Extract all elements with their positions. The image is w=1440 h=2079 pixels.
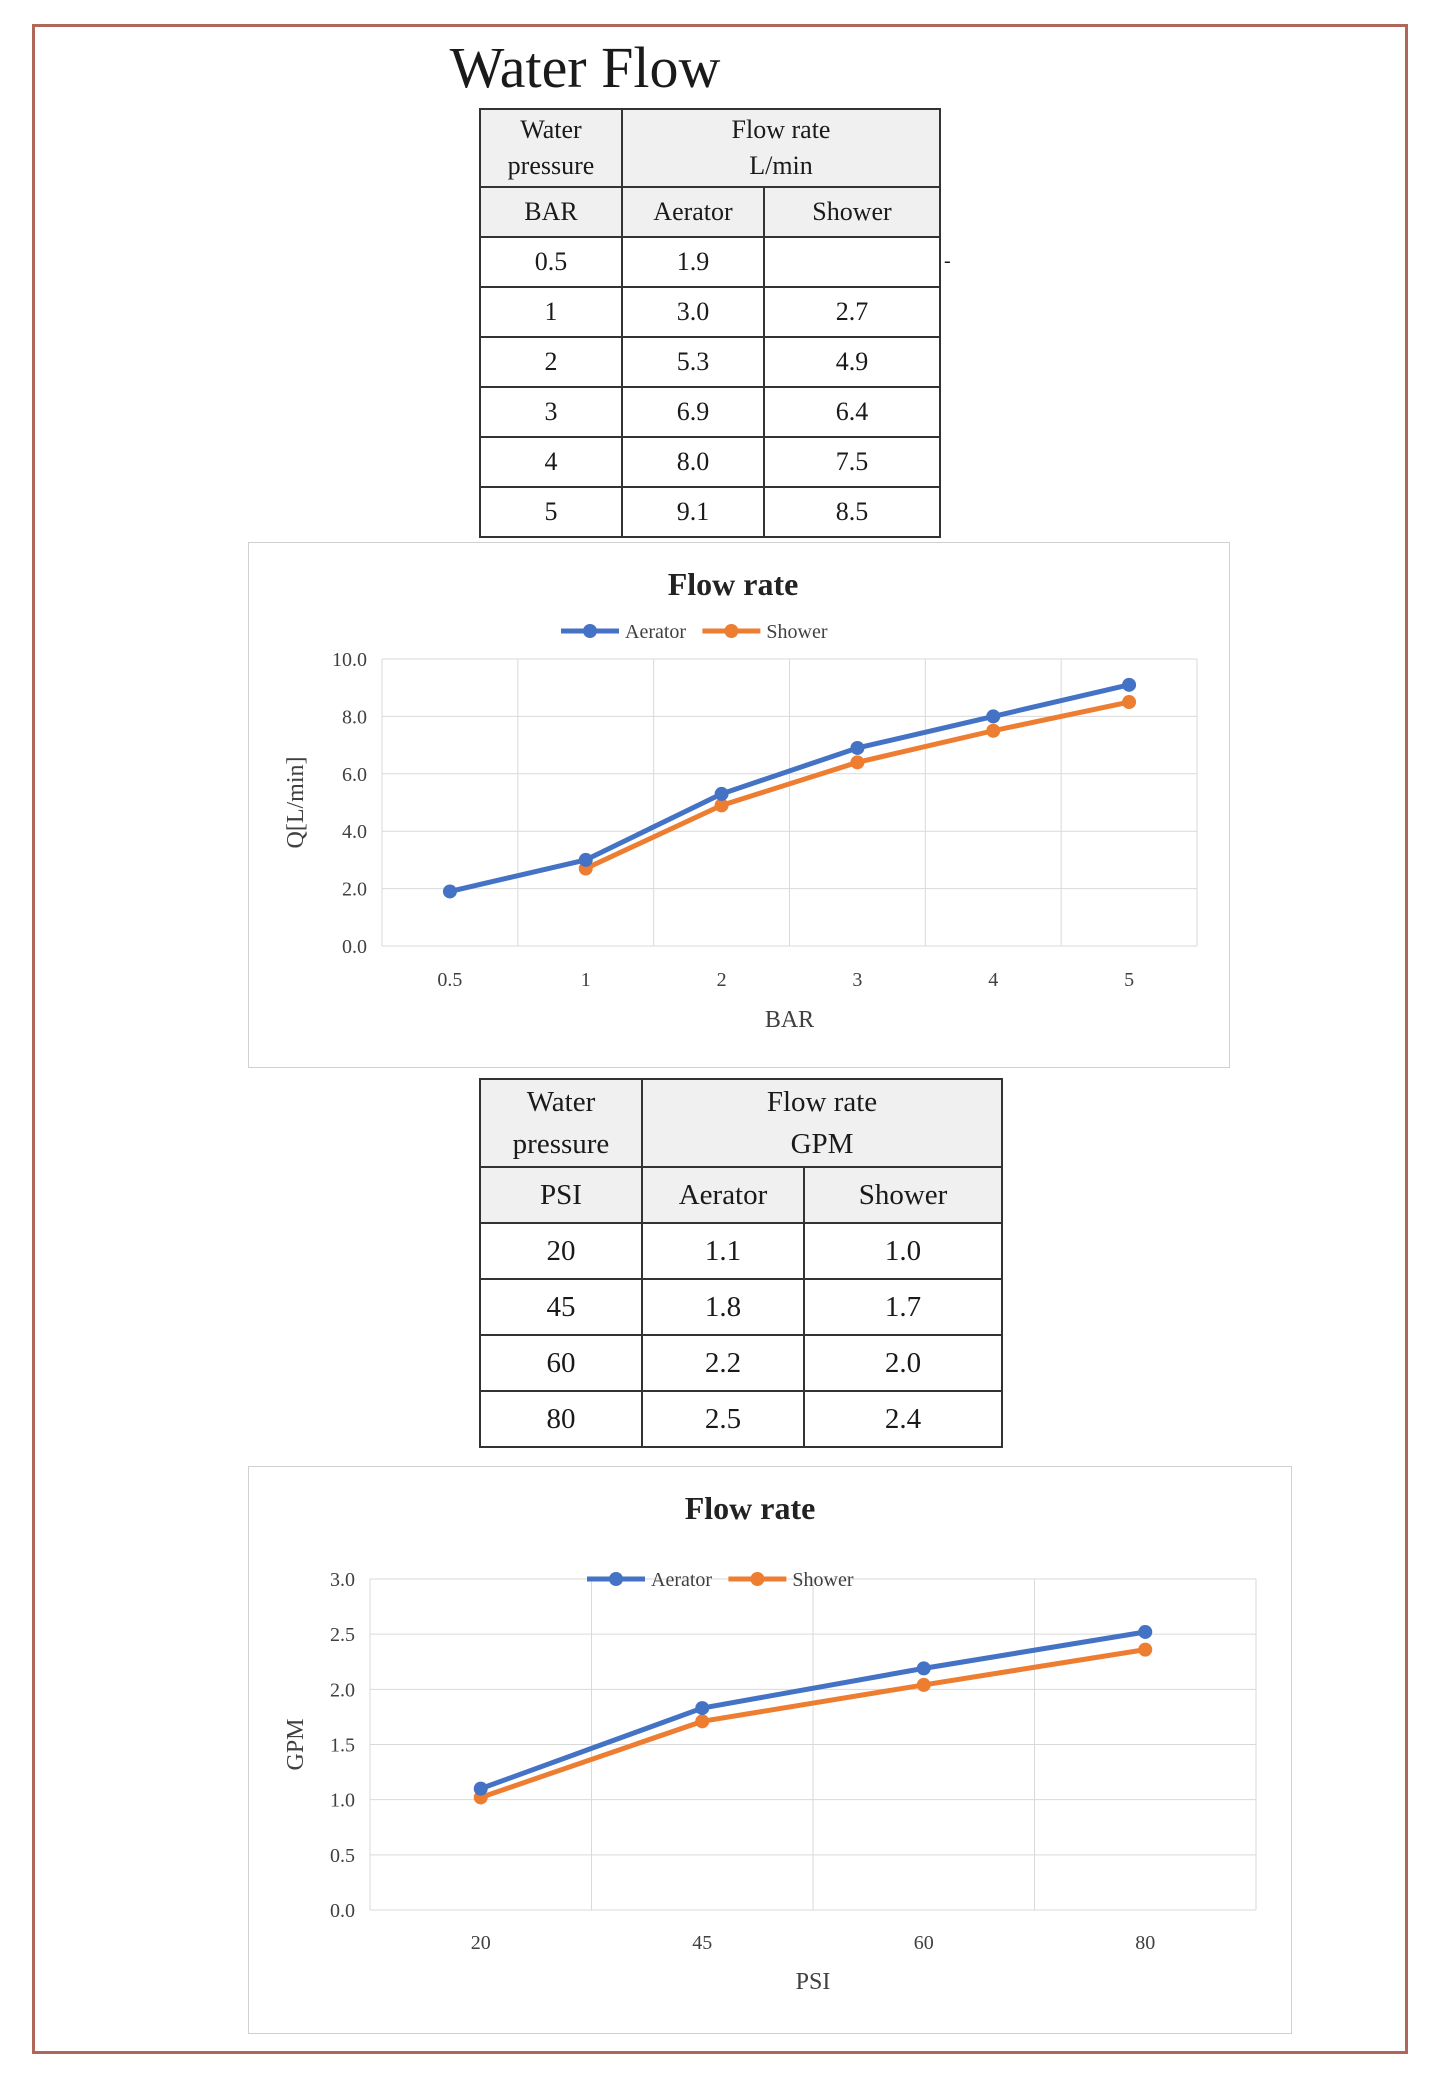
cell-bar: 5 (480, 487, 622, 537)
legend-label-aerator: Aerator (625, 621, 687, 643)
cell-shower: 8.5 (764, 487, 940, 537)
y-tick-label: 2.0 (330, 1679, 355, 1702)
cell-shower: 1.0 (804, 1223, 1002, 1279)
x-tick-label: 3 (852, 969, 863, 991)
series-line-shower (586, 702, 1129, 868)
cell-bar: 1 (480, 287, 622, 337)
cell-shower: 2.7 (764, 287, 940, 337)
table-row (480, 237, 940, 287)
page-title: Water Flow (449, 35, 721, 100)
bar-flow-table (479, 108, 941, 538)
data-point-aerator (695, 1701, 709, 1715)
chart-title: Flow rate (667, 566, 799, 602)
cell-bar: 4 (480, 437, 622, 487)
header-flow-label: Flow rate (731, 115, 831, 144)
cell-bar: 0.5 (480, 237, 622, 287)
chart-psi-svg (249, 1467, 1291, 2033)
data-point-aerator (986, 709, 1000, 723)
x-tick-label: 80 (1135, 1932, 1156, 1954)
header-flow-unit: L/min (749, 151, 813, 180)
cell-shower: 2.0 (804, 1335, 1002, 1391)
cell-aerator: 6.9 (622, 387, 764, 437)
cell-aerator: 8.0 (622, 437, 764, 487)
table-row (480, 1223, 1002, 1279)
table-row (480, 1335, 1002, 1391)
chart-psi-flow-rate (248, 1466, 1292, 2034)
cell-psi: 20 (480, 1223, 642, 1279)
x-tick-label: 0.5 (437, 969, 463, 991)
y-tick-label: 0.0 (342, 936, 367, 958)
header-flow-rate (622, 109, 940, 187)
cell-aerator: 1.9 (622, 237, 764, 287)
y-tick-label: 10.0 (332, 649, 367, 671)
cell-shower: 7.5 (764, 437, 940, 487)
data-point-shower (1122, 695, 1136, 709)
y-axis-label: Q[L/min] (283, 756, 309, 849)
legend-label-aerator: Aerator (651, 1569, 713, 1591)
psi-flow-table (479, 1078, 1003, 1448)
legend-label-shower: Shower (792, 1569, 854, 1591)
data-point-aerator (1122, 678, 1136, 692)
x-tick-label: 2 (716, 969, 727, 991)
table-row (480, 337, 940, 387)
y-tick-label: 6.0 (342, 763, 367, 786)
y-tick-label: 2.5 (330, 1624, 355, 1647)
data-point-aerator (715, 787, 729, 801)
cell-shower: 6.4 (764, 387, 940, 437)
cell-aerator: 9.1 (622, 487, 764, 537)
cell-psi: 80 (480, 1391, 642, 1447)
data-point-shower (986, 724, 1000, 738)
table-row (480, 487, 940, 537)
table-row (480, 387, 940, 437)
data-point-shower (1138, 1643, 1152, 1657)
y-tick-label: 2.0 (342, 878, 367, 901)
cell-aerator: 3.0 (622, 287, 764, 337)
header-water-pressure: Water pressure (480, 109, 622, 187)
cell-aerator: 2.5 (642, 1391, 804, 1447)
data-point-shower (695, 1714, 709, 1728)
y-tick-label: 4.0 (342, 821, 367, 844)
legend-marker-aerator (609, 1572, 623, 1586)
y-axis-label: GPM (283, 1718, 309, 1771)
stray-dash-mark: - (944, 250, 951, 272)
x-tick-label: 4 (988, 969, 999, 991)
col-aerator: Aerator (622, 187, 764, 237)
chart-bar-flow-rate (248, 542, 1230, 1068)
col-shower: Shower (764, 187, 940, 237)
legend-label-shower: Shower (766, 621, 828, 643)
cell-bar: 3 (480, 387, 622, 437)
data-point-shower (850, 755, 864, 769)
col-bar: BAR (480, 187, 622, 237)
data-point-aerator (474, 1782, 488, 1796)
y-tick-label: 0.0 (330, 1900, 355, 1922)
cell-psi: 45 (480, 1279, 642, 1335)
cell-psi: 60 (480, 1335, 642, 1391)
data-point-aerator (443, 884, 457, 898)
x-tick-label: 5 (1124, 969, 1135, 991)
legend-marker-aerator (583, 624, 597, 638)
y-tick-label: 0.5 (330, 1844, 355, 1867)
cell-shower: 1.7 (804, 1279, 1002, 1335)
data-point-aerator (917, 1661, 931, 1675)
y-tick-label: 8.0 (342, 706, 367, 729)
data-point-aerator (1138, 1625, 1152, 1639)
cell-aerator: 2.2 (642, 1335, 804, 1391)
col-shower: Shower (804, 1167, 1002, 1223)
cell-bar: 2 (480, 337, 622, 387)
table-row (480, 1279, 1002, 1335)
data-point-aerator (579, 853, 593, 867)
y-tick-label: 3.0 (330, 1569, 355, 1591)
cell-aerator: 1.8 (642, 1279, 804, 1335)
legend-marker-shower (724, 624, 738, 638)
table-row (480, 287, 940, 337)
data-point-shower (917, 1678, 931, 1692)
cell-aerator: 1.1 (642, 1223, 804, 1279)
cell-shower: 4.9 (764, 337, 940, 387)
legend-marker-shower (750, 1572, 764, 1586)
header-water-pressure: Water pressure (480, 1079, 642, 1167)
col-aerator: Aerator (642, 1167, 804, 1223)
header-flow-rate (642, 1079, 1002, 1167)
x-axis-label: BAR (764, 1007, 815, 1033)
x-tick-label: 20 (470, 1932, 491, 1954)
y-tick-label: 1.0 (330, 1789, 355, 1812)
cell-aerator: 5.3 (622, 337, 764, 387)
table-row (480, 1391, 1002, 1447)
cell-shower: 2.4 (804, 1391, 1002, 1447)
chart-title: Flow rate (684, 1490, 816, 1526)
header-flow-label: Flow rate (766, 1086, 878, 1118)
x-tick-label: 1 (580, 969, 591, 991)
data-point-aerator (850, 741, 864, 755)
x-tick-label: 45 (692, 1932, 713, 1954)
cell-shower (764, 237, 940, 287)
x-tick-label: 60 (913, 1932, 934, 1954)
x-axis-label: PSI (795, 1969, 831, 1995)
table-row (480, 437, 940, 487)
chart-bar-svg (249, 543, 1229, 1067)
y-tick-label: 1.5 (330, 1734, 355, 1757)
col-psi: PSI (480, 1167, 642, 1223)
header-flow-unit: GPM (790, 1128, 854, 1160)
